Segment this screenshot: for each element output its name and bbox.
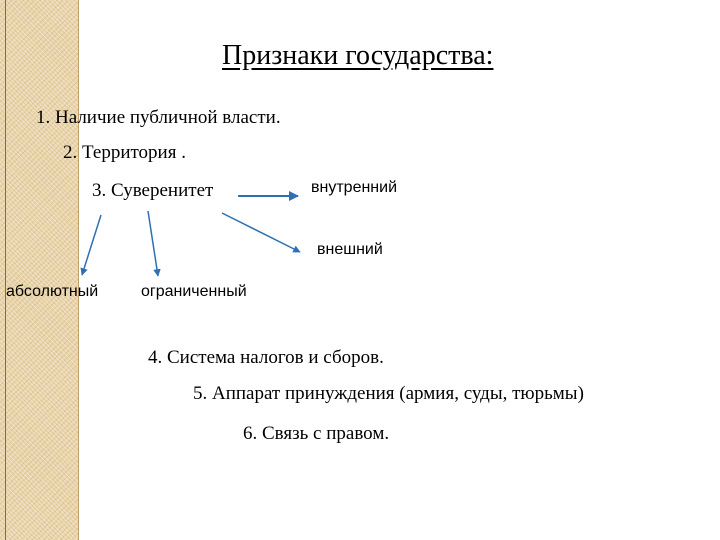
item-law-connection: 6. Связь с правом. bbox=[243, 423, 390, 444]
item-sovereignty: 3. Суверенитет bbox=[92, 180, 214, 201]
branch-limited: ограниченный bbox=[141, 283, 247, 300]
branch-internal: внутренний bbox=[311, 179, 398, 196]
item-public-power: 1. Наличие публичной власти. bbox=[36, 107, 281, 128]
branch-external: внешний bbox=[317, 241, 383, 258]
arrow-to-external bbox=[222, 213, 300, 252]
item-coercion-apparatus: 5. Аппарат принуждения (армия, суды, тюрьмы) bbox=[193, 383, 584, 404]
branch-absolute: абсолютный bbox=[6, 283, 99, 300]
arrow-to-absolute bbox=[82, 215, 101, 275]
arrow-to-limited bbox=[148, 211, 158, 276]
item-taxes: 4. Система налогов и сборов. bbox=[148, 347, 384, 368]
item-territory: 2. Территория . bbox=[63, 142, 186, 163]
slide-title: Признаки государства: bbox=[222, 40, 494, 71]
